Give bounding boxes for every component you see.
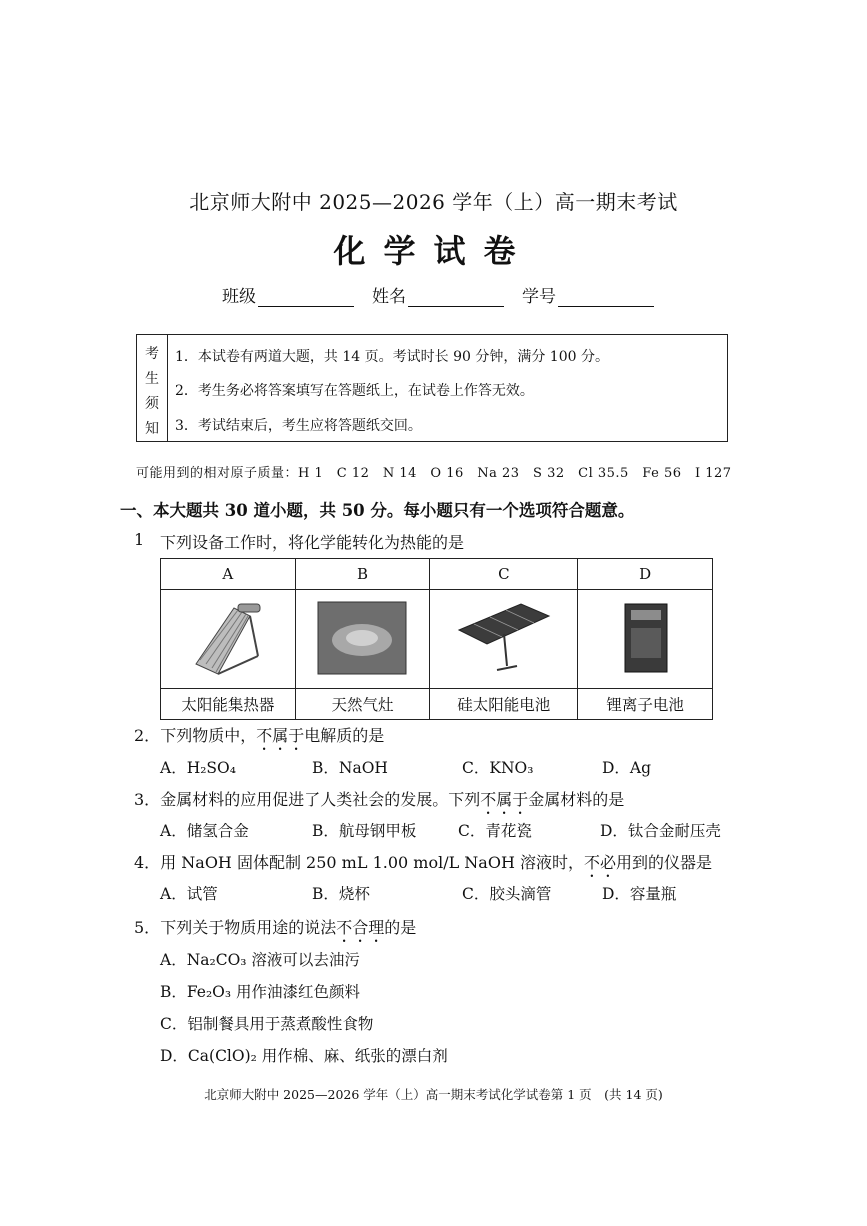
question-2-option-b: B．NaOH <box>312 759 388 777</box>
gas-stove-image <box>295 590 430 689</box>
class-field <box>222 282 354 307</box>
student-id-blank <box>558 288 654 307</box>
question-1-stem: 下列设备工作时，将化学能转化为热能的是 <box>160 533 465 552</box>
question-5-option-c: C．铝制餐具用于蒸煮酸性食物 <box>160 1015 374 1033</box>
stem-text: 金属材料的应用促进了人类社会的发展。下列 <box>160 790 481 809</box>
notice-item: 3．考试结束后，考生应将答题纸交回。 <box>175 418 422 434</box>
notice-item: 1．本试卷有两道大题，共 14 页。考试时长 90 分钟，满分 100 分。 <box>175 349 609 365</box>
name-field <box>372 282 504 307</box>
question-4-option-c: C．胶头滴管 <box>462 885 552 903</box>
stem-emphasis: 不属于 <box>256 726 305 745</box>
question-5-number: 5． <box>134 918 161 937</box>
lithium-battery-image <box>578 590 713 689</box>
exam-title: 北京师大附中 2025—2026 学年（上）高一期末考试 <box>189 190 678 214</box>
student-id-label: 学号 <box>522 287 556 307</box>
stem-text: 下列物质中， <box>160 726 257 745</box>
stem-emphasis: 不属于 <box>480 790 529 809</box>
notice-side-char: 知 <box>145 421 159 437</box>
stem-text: 电解质的是 <box>304 726 385 745</box>
stem-text: 用到的仪器是 <box>616 853 713 872</box>
stem-text: 用 NaOH 固体配制 250 mL 1.00 mol/L NaOH 溶液时， <box>160 853 584 872</box>
option-d-header: D <box>578 559 713 590</box>
question-2-option-c: C．KNO₃ <box>462 759 534 777</box>
notice-side <box>137 335 168 441</box>
question-3-option-d: D．钛合金耐压壳 <box>600 822 721 840</box>
question-5-option-b: B．Fe₂O₃ 用作油漆红色颜料 <box>160 983 361 1001</box>
name-label: 姓名 <box>372 287 406 307</box>
silicon-solar-cell-image <box>430 590 578 689</box>
solar-collector-image <box>161 590 296 689</box>
page-footer: 北京师大附中 2025—2026 学年（上）高一期末考试化学试卷第 1 页 (共 14 页) <box>204 1087 663 1102</box>
atomic-masses: 可能用到的相对原子质量：H 1 C 12 N 14 O 16 Na 23 S 32 Cl 35.5 Fe 56 I 127 <box>136 466 732 481</box>
question-2-option-d: D．Ag <box>602 759 652 777</box>
stem-text: 金属材料的是 <box>528 790 625 809</box>
question-3-number: 3． <box>134 790 161 809</box>
stem-text: 的是 <box>384 918 417 937</box>
question-4-option-d: D．容量瓶 <box>602 885 677 903</box>
class-blank <box>258 288 354 307</box>
question-5-option-d: D．Ca(ClO)₂ 用作棉、麻、纸张的漂白剂 <box>160 1047 448 1065</box>
question-4-option-b: B．烧杯 <box>312 885 370 903</box>
question-1-number: 1 <box>134 530 145 549</box>
subject-title: 化学试卷 <box>333 232 534 270</box>
question-4-option-a: A．试管 <box>160 885 218 903</box>
question-1-table <box>160 558 713 720</box>
student-id-field <box>522 282 654 307</box>
option-a-label: 太阳能集热器 <box>161 689 296 720</box>
class-label: 班级 <box>222 287 256 307</box>
question-2-number: 2． <box>134 726 161 745</box>
question-2-stem <box>134 723 384 754</box>
question-5-stem <box>134 915 416 946</box>
option-c-header: C <box>430 559 578 590</box>
question-3-option-b: B．航母钢甲板 <box>312 822 417 840</box>
question-4-stem <box>134 850 712 881</box>
notice-side-char: 须 <box>145 396 159 412</box>
question-2-option-a: A．H₂SO₄ <box>160 759 236 777</box>
option-b-header: B <box>295 559 430 590</box>
question-3-option-c: C．青花瓷 <box>458 822 532 840</box>
option-c-label: 硅太阳能电池 <box>430 689 578 720</box>
section-heading: 一、本大题共 30 道小题，共 50 分。每小题只有一个选项符合题意。 <box>120 501 635 520</box>
option-b-label: 天然气灶 <box>295 689 430 720</box>
name-blank <box>408 288 504 307</box>
question-3-stem <box>134 787 624 818</box>
question-4-number: 4． <box>134 853 161 872</box>
question-3-option-a: A．储氢合金 <box>160 822 249 840</box>
notice-side-char: 生 <box>145 371 159 387</box>
notice-item: 2．考生务必将答案填写在答题纸上，在试卷上作答无效。 <box>175 383 534 399</box>
stem-emphasis: 不合理 <box>336 918 385 937</box>
stem-emphasis: 不必 <box>584 853 617 872</box>
question-5-option-a: A．Na₂CO₃ 溶液可以去油污 <box>160 951 360 969</box>
option-d-label: 锂离子电池 <box>578 689 713 720</box>
notice-box <box>136 334 728 442</box>
notice-side-char: 考 <box>145 346 159 362</box>
stem-text: 下列关于物质用途的说法 <box>160 918 337 937</box>
option-a-header: A <box>161 559 296 590</box>
